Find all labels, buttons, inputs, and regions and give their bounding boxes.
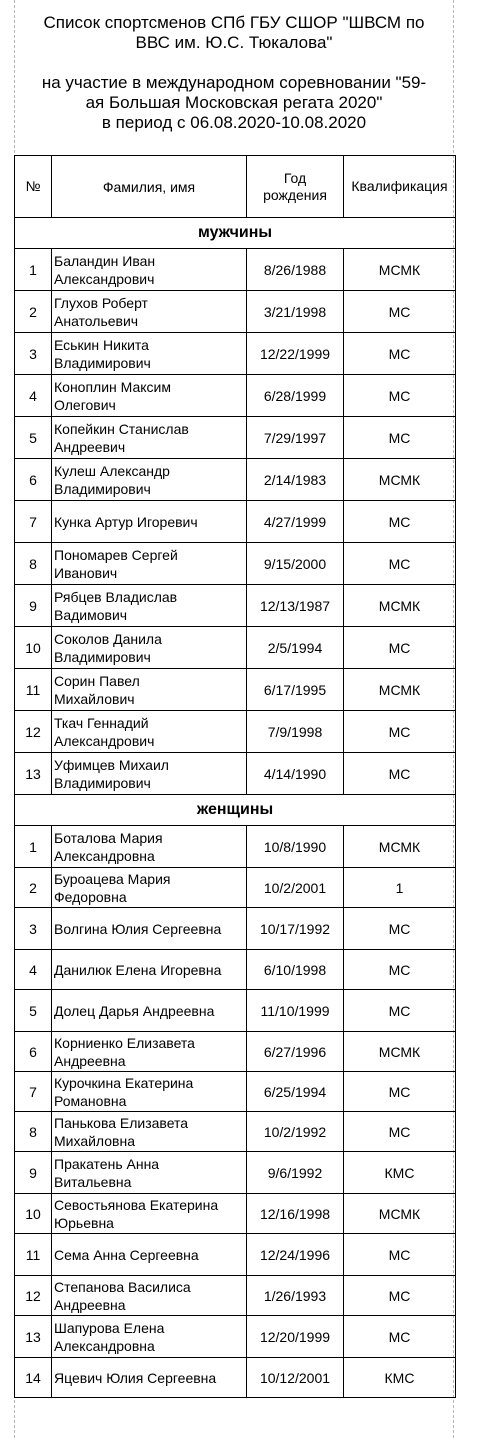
- cell-num: 5: [15, 417, 52, 459]
- cell-name: [52, 1316, 247, 1358]
- table-row: [15, 868, 456, 908]
- title-line: Список спортсменов СПб ГБУ СШОР "ШВСМ по: [43, 13, 425, 32]
- cell-qualification: КМС: [344, 1152, 456, 1194]
- cell-birth-date: 6/17/1995: [247, 669, 344, 711]
- name-line: Панькова Елизавета: [54, 1114, 189, 1131]
- cell-birth-date: 10/2/1992: [247, 1112, 344, 1152]
- table-header-row: [15, 156, 456, 218]
- table-row: [15, 291, 456, 333]
- cell-num: 2: [15, 291, 52, 333]
- name-line: Владимирович: [54, 354, 151, 371]
- athletes-table: [14, 155, 456, 1398]
- table-row: [15, 1152, 456, 1194]
- name-line: Ткач Геннадий: [54, 714, 149, 731]
- cell-num: 3: [15, 908, 52, 950]
- name-line: Александрович: [54, 270, 155, 287]
- cell-qualification: МС: [344, 417, 456, 459]
- cell-num: 13: [15, 753, 52, 795]
- table-row: [15, 1072, 456, 1112]
- section-label-women: женщины: [15, 795, 456, 826]
- cell-birth-date: 3/21/1998: [247, 291, 344, 333]
- name-line: Андреевна: [54, 1052, 126, 1069]
- cell-name: [52, 333, 247, 375]
- table-row: [15, 753, 456, 795]
- cell-num: 7: [15, 1072, 52, 1112]
- cell-num: 12: [15, 1276, 52, 1316]
- cell-qualification: МС: [344, 1276, 456, 1316]
- cell-name: [52, 459, 247, 501]
- name-line: Анатольевич: [54, 312, 139, 329]
- section-row-men: [15, 218, 456, 249]
- name-line: Вадимович: [54, 606, 128, 623]
- name-line: Владимирович: [54, 648, 151, 665]
- cell-qualification: МСМК: [344, 1194, 456, 1234]
- name-line: Александрович: [54, 732, 155, 749]
- cell-birth-date: 10/12/2001: [247, 1358, 344, 1398]
- cell-qualification: МС: [344, 501, 456, 543]
- table-row: [15, 375, 456, 417]
- name-line: Степанова Василиса: [54, 1278, 191, 1295]
- cell-qualification: МСМК: [344, 585, 456, 627]
- table-row: [15, 459, 456, 501]
- cell-qualification: МС: [344, 753, 456, 795]
- cell-num: 2: [15, 868, 52, 908]
- cell-num: 6: [15, 459, 52, 501]
- name-line: Владимирович: [54, 480, 151, 497]
- cell-num: 10: [15, 627, 52, 669]
- cell-qualification: МС: [344, 1316, 456, 1358]
- cell-name: [52, 585, 247, 627]
- name-line: Юрьевна: [54, 1214, 114, 1231]
- name-line: Федоровна: [54, 888, 127, 905]
- section-row-women: [15, 795, 456, 826]
- cell-birth-date: 7/29/1997: [247, 417, 344, 459]
- cell-birth-date: 2/5/1994: [247, 627, 344, 669]
- table-row: [15, 1032, 456, 1072]
- cell-qualification: МСМК: [344, 1032, 456, 1072]
- table-row: [15, 333, 456, 375]
- table-row: [15, 585, 456, 627]
- name-line: Иванович: [54, 564, 118, 581]
- section-label-men: мужчины: [15, 218, 456, 249]
- table-row: [15, 543, 456, 585]
- cell-qualification: МСМК: [344, 826, 456, 868]
- cell-birth-date: 10/17/1992: [247, 908, 344, 950]
- cell-num: 6: [15, 1032, 52, 1072]
- cell-num: 8: [15, 1112, 52, 1152]
- cell-qualification: МСМК: [344, 249, 456, 291]
- header-name: Фамилия, имя: [52, 156, 247, 218]
- cell-qualification: МСМК: [344, 459, 456, 501]
- name-line: Курочкина Екатерина: [54, 1074, 194, 1091]
- name-line: Олегович: [54, 396, 116, 413]
- cell-num: 4: [15, 375, 52, 417]
- cell-qualification: МС: [344, 333, 456, 375]
- cell-birth-date: 2/14/1983: [247, 459, 344, 501]
- cell-birth-date: 6/27/1996: [247, 1032, 344, 1072]
- cell-name: [52, 868, 247, 908]
- cell-birth-date: 10/8/1990: [247, 826, 344, 868]
- name-line: Владимирович: [54, 774, 151, 791]
- cell-birth-date: 6/10/1998: [247, 950, 344, 990]
- cell-qualification: КМС: [344, 1358, 456, 1398]
- table-row: [15, 908, 456, 950]
- cell-qualification: 1: [344, 868, 456, 908]
- name-line: Яцевич Юлия Сергеевна: [54, 1369, 217, 1386]
- name-line: Андреевич: [54, 438, 126, 455]
- name-line: Еськин Никита: [54, 336, 149, 353]
- name-line: Романовна: [54, 1092, 127, 1109]
- title-line: ВВС им. Ю.С. Тюкалова": [135, 33, 333, 52]
- table-row: [15, 1316, 456, 1358]
- table-row: [15, 826, 456, 868]
- cell-birth-date: 11/10/1999: [247, 990, 344, 1032]
- cell-birth-date: 12/16/1998: [247, 1194, 344, 1234]
- name-line: Михайловна: [54, 1132, 135, 1149]
- cell-name: [52, 501, 247, 543]
- cell-qualification: МС: [344, 543, 456, 585]
- table-row: [15, 669, 456, 711]
- cell-num: 7: [15, 501, 52, 543]
- cell-num: 1: [15, 826, 52, 868]
- title-line: в период с 06.08.2020-10.08.2020: [101, 113, 367, 132]
- cell-birth-date: 9/6/1992: [247, 1152, 344, 1194]
- title-spacer: [14, 53, 454, 73]
- name-line: Кунка Артур Игоревич: [54, 513, 198, 530]
- cell-birth-date: 12/22/1999: [247, 333, 344, 375]
- cell-birth-date: 10/2/2001: [247, 868, 344, 908]
- name-line: Буроацева Мария: [54, 870, 171, 887]
- name-line: Александровна: [54, 847, 155, 864]
- name-line: Соколов Данила: [54, 630, 162, 647]
- cell-name: [52, 1072, 247, 1112]
- name-line: Данилюк Елена Игоревна: [54, 961, 222, 978]
- name-line: Рябцев Владислав: [54, 588, 178, 605]
- table-row: [15, 1234, 456, 1276]
- name-line: Баландин Иван: [54, 252, 156, 269]
- cell-num: 12: [15, 711, 52, 753]
- cell-num: 9: [15, 1152, 52, 1194]
- cell-name: [52, 826, 247, 868]
- cell-qualification: МС: [344, 375, 456, 417]
- header-year-line: Год: [283, 169, 307, 186]
- table-row: [15, 627, 456, 669]
- name-line: Витальевна: [54, 1173, 132, 1190]
- cell-name: [52, 543, 247, 585]
- cell-num: 3: [15, 333, 52, 375]
- cell-birth-date: 1/26/1993: [247, 1276, 344, 1316]
- cell-qualification: МС: [344, 950, 456, 990]
- name-line: Уфимцев Михаил: [54, 756, 169, 773]
- cell-num: 1: [15, 249, 52, 291]
- name-line: Глухов Роберт: [54, 294, 148, 311]
- cell-birth-date: 12/13/1987: [247, 585, 344, 627]
- cell-birth-date: 4/27/1999: [247, 501, 344, 543]
- cell-num: 10: [15, 1194, 52, 1234]
- name-line: Сорин Павел: [54, 672, 140, 689]
- cell-name: [52, 627, 247, 669]
- title-line: ая Большая Московская регата 2020": [85, 93, 383, 112]
- table-row: [15, 990, 456, 1032]
- header-num: №: [15, 156, 52, 218]
- header-qualification: Квалификация: [344, 156, 456, 218]
- cell-name: [52, 753, 247, 795]
- cell-name: [52, 291, 247, 333]
- cell-birth-date: 8/26/1988: [247, 249, 344, 291]
- name-line: Михайлович: [54, 690, 135, 707]
- cell-name: [52, 417, 247, 459]
- cell-name: [52, 1194, 247, 1234]
- name-line: Шапурова Елена: [54, 1319, 165, 1336]
- table-row: [15, 950, 456, 990]
- cell-qualification: МС: [344, 908, 456, 950]
- cell-num: 13: [15, 1316, 52, 1358]
- cell-qualification: МС: [344, 1072, 456, 1112]
- cell-name: [52, 950, 247, 990]
- name-line: Андреевна: [54, 1296, 126, 1313]
- cell-birth-date: 4/14/1990: [247, 753, 344, 795]
- cell-qualification: МС: [344, 1112, 456, 1152]
- cell-name: [52, 990, 247, 1032]
- cell-qualification: МСМК: [344, 669, 456, 711]
- name-line: Кулеш Александр: [54, 462, 170, 479]
- cell-name: [52, 908, 247, 950]
- cell-qualification: МС: [344, 291, 456, 333]
- cell-birth-date: 7/9/1998: [247, 711, 344, 753]
- cell-birth-date: 6/25/1994: [247, 1072, 344, 1112]
- table-row: [15, 417, 456, 459]
- cell-name: [52, 1152, 247, 1194]
- cell-num: 11: [15, 669, 52, 711]
- table-row: [15, 1276, 456, 1316]
- cell-num: 11: [15, 1234, 52, 1276]
- name-line: Севостьянова Екатерина: [54, 1196, 219, 1213]
- name-line: Корниенко Елизавета: [54, 1034, 195, 1051]
- name-line: Александровна: [54, 1337, 155, 1354]
- women-section: [15, 795, 456, 1398]
- cell-num: 5: [15, 990, 52, 1032]
- document-title: [14, 13, 454, 133]
- cell-name: [52, 1276, 247, 1316]
- cell-qualification: МС: [344, 1234, 456, 1276]
- name-line: Волгина Юлия Сергеевна: [54, 920, 222, 937]
- cell-name: [52, 375, 247, 417]
- table-row: [15, 1358, 456, 1398]
- cell-num: 4: [15, 950, 52, 990]
- cell-num: 9: [15, 585, 52, 627]
- cell-name: [52, 711, 247, 753]
- table-row: [15, 1112, 456, 1152]
- table-row: [15, 249, 456, 291]
- name-line: Боталова Мария: [54, 829, 163, 846]
- table-row: [15, 501, 456, 543]
- cell-name: [52, 1032, 247, 1072]
- cell-qualification: МС: [344, 627, 456, 669]
- men-section: [15, 218, 456, 795]
- cell-name: [52, 249, 247, 291]
- name-line: Долец Дарья Андреевна: [54, 1002, 215, 1019]
- name-line: Коноплин Максим: [54, 378, 171, 395]
- header-year: [247, 156, 344, 218]
- cell-qualification: МС: [344, 990, 456, 1032]
- cell-name: [52, 669, 247, 711]
- name-line: Сема Анна Сергеевна: [54, 1246, 199, 1263]
- cell-name: [52, 1234, 247, 1276]
- cell-birth-date: 12/20/1999: [247, 1316, 344, 1358]
- cell-num: 14: [15, 1358, 52, 1398]
- table-row: [15, 1194, 456, 1234]
- name-line: Пракатень Анна: [54, 1155, 160, 1172]
- name-line: Пономарев Сергей: [54, 546, 178, 563]
- cell-birth-date: 6/28/1999: [247, 375, 344, 417]
- cell-num: 8: [15, 543, 52, 585]
- title-line: на участие в международном соревновании "59-: [41, 73, 427, 92]
- name-line: Копейкин Станислав: [54, 420, 189, 437]
- header-year-line: рождения: [263, 186, 327, 203]
- cell-qualification: МС: [344, 711, 456, 753]
- cell-birth-date: 9/15/2000: [247, 543, 344, 585]
- cell-birth-date: 12/24/1996: [247, 1234, 344, 1276]
- table-row: [15, 711, 456, 753]
- cell-name: [52, 1112, 247, 1152]
- cell-name: [52, 1358, 247, 1398]
